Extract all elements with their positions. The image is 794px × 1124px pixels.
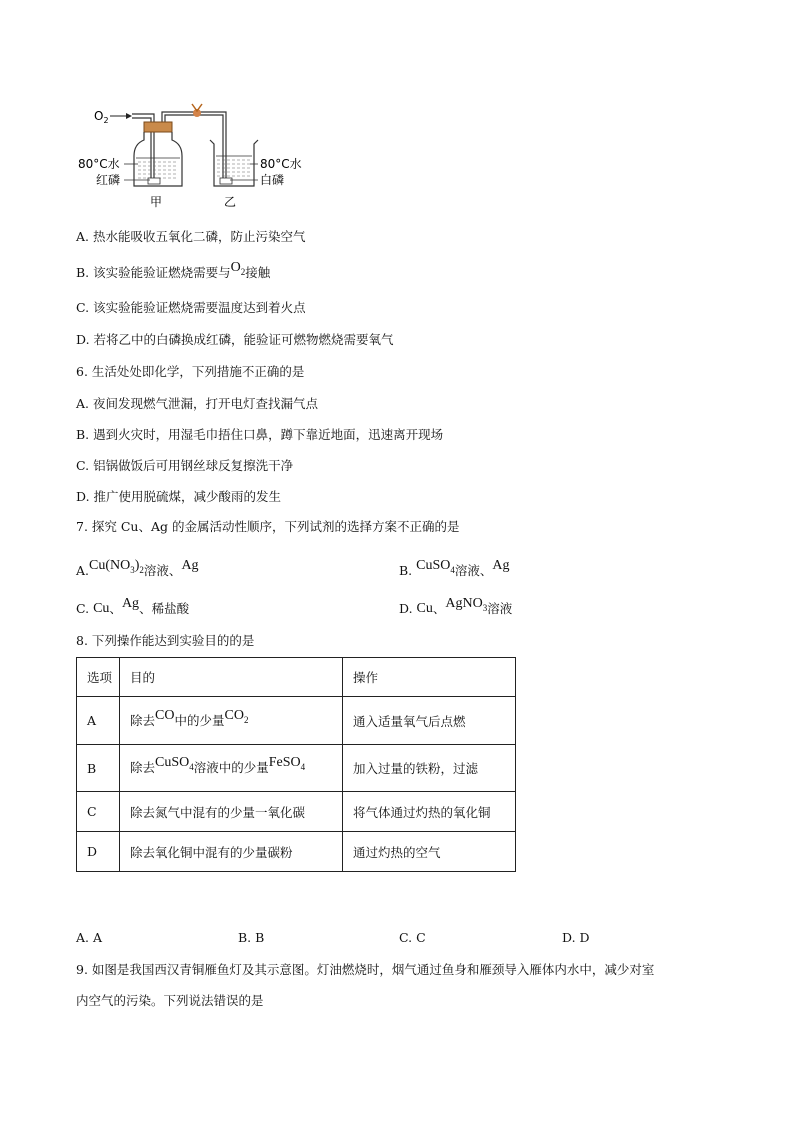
q8-answer-d: D. D xyxy=(562,930,590,945)
q8-answer-c: C. C xyxy=(399,930,426,945)
q7-option-b: B. CuSO$_4$溶液、Ag xyxy=(399,558,510,578)
label-yi: 乙 xyxy=(224,195,237,209)
q6-option-a: A. 夜间发现燃气泄漏，打开电灯查找漏气点 xyxy=(76,396,318,411)
label-jia: 甲 xyxy=(150,195,163,209)
table-header-row xyxy=(77,658,516,697)
q7-option-a: $A.Cu(NO_3)_2$溶液、Ag xyxy=(76,558,199,578)
header-operation: 操作 xyxy=(343,658,516,697)
q7-d-formula: AgNO$_3$ xyxy=(445,596,488,613)
row-purpose: 除去氧化铜中混有的少量碳粉 xyxy=(120,832,343,872)
q7-stem: 7. 探究 Cu、Ag 的金属活动性顺序，下列试剂的选择方案不正确的是 xyxy=(76,519,460,534)
table-row xyxy=(77,745,516,792)
label-yi-water: 80°C水 xyxy=(260,157,302,171)
row-purpose: 除去CuSO$_4$溶液中的少量FeSO$_4$ xyxy=(120,745,343,792)
q8-stem: 8. 下列操作能达到实验目的的是 xyxy=(76,633,255,648)
stopper xyxy=(144,122,172,132)
table-row xyxy=(77,832,516,872)
q6-stem: 6. 生活处处即化学，下列措施不正确的是 xyxy=(76,364,305,379)
q7-a-formula: $Cu(NO_3)_2$ xyxy=(89,558,144,575)
row-operation: 将气体通过灼热的氧化铜 xyxy=(343,792,516,832)
q7-option-c: C. Cu、Ag、稀盐酸 xyxy=(76,596,190,616)
beaker-yi xyxy=(210,140,258,186)
q8-answer-b: B. B xyxy=(238,930,265,945)
row-operation: 通入适量氧气后点燃 xyxy=(343,697,516,745)
row-option: B xyxy=(77,745,120,792)
q5-option-a: A. 热水能吸收五氧化二磷，防止污染空气 xyxy=(76,229,306,244)
row-option: C xyxy=(77,792,120,832)
q8-answer-a: A. A xyxy=(76,930,103,945)
row-option: D xyxy=(77,832,120,872)
q5-b-formula: $O_2$ xyxy=(230,260,246,277)
q7-option-d: D. Cu、AgNO$_3$溶液 xyxy=(399,596,513,616)
label-yi-white: 白磷 xyxy=(260,173,285,187)
header-purpose: 目的 xyxy=(120,658,343,697)
q9-line1: 9. 如图是我国西汉青铜雁鱼灯及其示意图。灯油燃烧时，烟气通过鱼身和雁颈导入雁体内水中，减少对室 xyxy=(76,962,655,977)
q9-line2: 内空气的污染。下列说法错误的是 xyxy=(76,993,264,1008)
header-option: 选项 xyxy=(77,658,120,697)
label-jia-water: 80°C水 xyxy=(78,157,120,171)
q6-option-b: B. 遇到火灾时，用湿毛巾捂住口鼻，蹲下靠近地面，迅速离开现场 xyxy=(76,427,444,442)
row-operation: 通过灼热的空气 xyxy=(343,832,516,872)
q5-option-c: C. 该实验能验证燃烧需要温度达到着火点 xyxy=(76,300,306,315)
row-purpose: 除去氮气中混有的少量一氧化碳 xyxy=(120,792,343,832)
q8-table xyxy=(76,657,516,872)
o2-label: $O_2$ xyxy=(94,109,109,125)
table-row xyxy=(77,792,516,832)
label-jia-red: 红磷 xyxy=(96,173,121,187)
q6-option-d: D. 推广使用脱硫煤，减少酸雨的发生 xyxy=(76,489,282,504)
apparatus-figure xyxy=(74,100,314,212)
table-row xyxy=(77,697,516,745)
row-option: A xyxy=(77,697,120,745)
q5-option-d: D. 若将乙中的白磷换成红磷，能验证可燃物燃烧需要氧气 xyxy=(76,332,394,347)
row-purpose: 除去CO中的少量$CO_2$ xyxy=(120,697,343,745)
q5-option-b: B. 该实验能验证燃烧需要与$O_2$接触 xyxy=(76,260,271,280)
row-operation: 加入过量的铁粉，过滤 xyxy=(343,745,516,792)
q7-b-formula: CuSO$_4$ xyxy=(416,558,455,575)
q6-option-c: C. 铝锅做饭后可用钢丝球反复擦洗干净 xyxy=(76,458,294,473)
